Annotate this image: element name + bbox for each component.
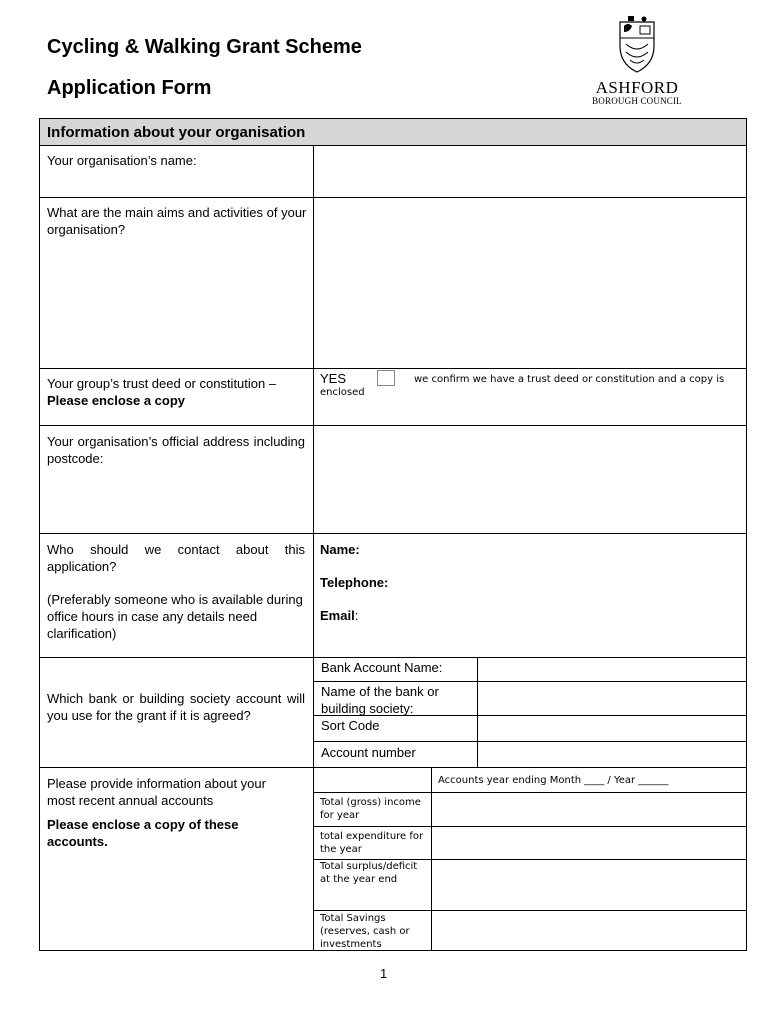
section-header: [40, 119, 746, 145]
contact-email-text: Email: [320, 608, 355, 623]
section-heading: Information about your organisation: [47, 124, 306, 141]
bank-account-name-label: Bank Account Name:: [321, 660, 443, 675]
logo-name: ASHFORD: [595, 78, 679, 97]
total-expenditure-label: total expenditure for the year: [320, 831, 424, 855]
contact-note: (Preferably someone who is available during office hours in case any details need clarification): [47, 592, 303, 641]
bank-question: Which bank or building society account will you use for the grant if it is agreed?: [47, 691, 305, 723]
accounts-enclose: Please enclose a copy of these accounts.: [47, 817, 239, 849]
bank-account-name-field[interactable]: [478, 658, 746, 681]
bank-name-label: Name of the bank or building society:: [321, 684, 439, 716]
address-field[interactable]: [314, 426, 746, 533]
total-surplus-label: Total surplus/deficit at the year end: [320, 861, 418, 885]
address-label: Your organisation’s official address including postcode:: [47, 434, 305, 466]
org-name-field[interactable]: [314, 146, 746, 197]
contact-email-colon: :: [354, 608, 359, 623]
contact-telephone-label: Telephone:: [320, 575, 389, 590]
trust-deed-enclose: Please enclose a copy: [47, 393, 186, 408]
total-surplus-field[interactable]: [432, 860, 746, 910]
trust-deed-label: [47, 375, 297, 409]
aims-label: What are the main aims and activities of your organisation?: [47, 205, 307, 237]
contact-telephone-field[interactable]: [404, 571, 744, 591]
logo-subtitle: BOROUGH COUNCIL: [592, 96, 682, 106]
contact-question: Who should we contact about this application?: [47, 542, 305, 574]
sort-code-field[interactable]: [478, 716, 746, 741]
page-number: 1: [380, 966, 388, 981]
total-income-field[interactable]: [432, 793, 746, 826]
trust-yes-label: YES: [320, 371, 347, 386]
org-name-label: Your organisation’s name:: [47, 153, 197, 168]
aims-field[interactable]: [314, 198, 746, 368]
trust-deed-label-text: Your group’s trust deed or constitution –: [47, 376, 277, 391]
coat-of-arms-icon: [614, 16, 660, 74]
form-title: Cycling & Walking Grant Scheme: [47, 36, 362, 58]
bank-name-field[interactable]: [478, 682, 746, 715]
total-expenditure-field[interactable]: [432, 827, 746, 859]
total-savings-label: Total Savings (reserves, cash or investments: [320, 913, 410, 950]
total-income-label: Total (gross) income for year: [320, 797, 421, 821]
account-number-field[interactable]: [478, 742, 746, 767]
account-number-label: Account number: [321, 745, 416, 760]
contact-email-field[interactable]: [404, 604, 744, 624]
total-savings-field[interactable]: [432, 911, 746, 950]
form-subtitle: Application Form: [47, 77, 212, 99]
accounts-question: Please provide information about your most recent annual accounts: [47, 776, 266, 808]
contact-name-field[interactable]: [404, 538, 744, 558]
trust-confirm-text: we confirm we have a trust deed or constitution and a copy is enclosed: [320, 374, 725, 398]
accounts-year-ending: Accounts year ending Month ____ / Year ______: [438, 775, 669, 786]
sort-code-label: Sort Code: [321, 718, 380, 733]
contact-email-label: [320, 607, 358, 624]
council-logo: [584, 16, 690, 106]
contact-name-label: Name:: [320, 542, 360, 557]
